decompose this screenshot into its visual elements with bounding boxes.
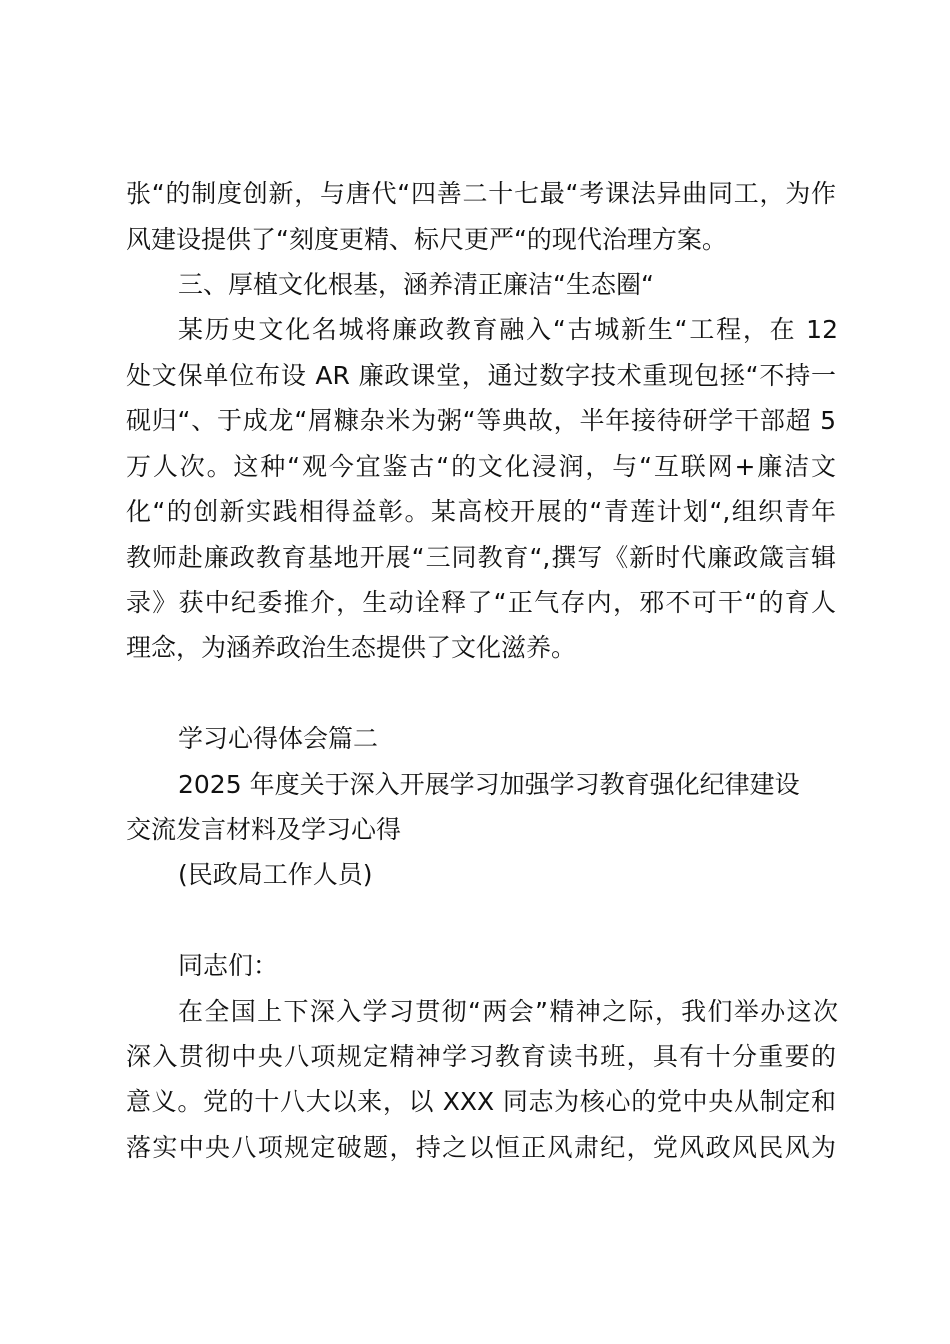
paragraph-line: 万人次。这种“观今宜鉴古“的文化浸润，与“互联网+廉洁文 (126, 452, 836, 481)
paragraph-line: 落实中央八项规定破题，持之以恒正风肃纪，党风政风民风为 (126, 1133, 836, 1162)
paragraph-line: 某历史文化名城将廉政教育融入“古城新生“工程，在 12 (178, 315, 838, 344)
article-title-line: 交流发言材料及学习心得 (126, 815, 402, 844)
paragraph-line: 录》获中纪委推介，生动诠释了“正气存内，邪不可干“的育人 (126, 588, 836, 617)
paragraph-line: 在全国上下深入学习贯彻“两会”精神之际，我们举办这次 (178, 997, 838, 1026)
paragraph-line: 风建设提供了“刻度更精、标尺更严“的现代治理方案。 (126, 225, 727, 254)
paragraph-line: 化“的创新实践相得益彰。某高校开展的“青莲计划“,组织青年 (126, 497, 836, 526)
salutation: 同志们： (178, 951, 279, 980)
section-heading: 三、厚植文化根基，涵养清正廉洁“生态圈“ (178, 270, 654, 299)
paragraph-line: 处文保单位布设 AR 廉政课堂，通过数字技术重现包拯“不持一 (126, 361, 836, 390)
author-affiliation: (民政局工作人员) (178, 860, 373, 889)
paragraph-line: 理念，为涵养政治生态提供了文化滋养。 (126, 633, 577, 662)
paragraph-line: 砚归“、于成龙“屑糠杂米为粥“等典故，半年接待研学干部超 5 (126, 406, 836, 435)
paragraph-line: 教师赴廉政教育基地开展“三同教育“,撰写《新时代廉政箴言辑 (126, 543, 836, 572)
article-section-title: 学习心得体会篇二 (178, 724, 379, 753)
paragraph-line: 深入贯彻中央八项规定精神学习教育读书班，具有十分重要的 (126, 1042, 836, 1071)
article-title-line: 2025 年度关于深入开展学习加强学习教育强化纪律建设 (178, 770, 800, 799)
paragraph-line: 张“的制度创新，与唐代“四善二十七最“考课法异曲同工，为作 (126, 179, 836, 208)
paragraph-line: 意义。党的十八大以来，以 XXX 同志为核心的党中央从制定和 (126, 1087, 836, 1116)
